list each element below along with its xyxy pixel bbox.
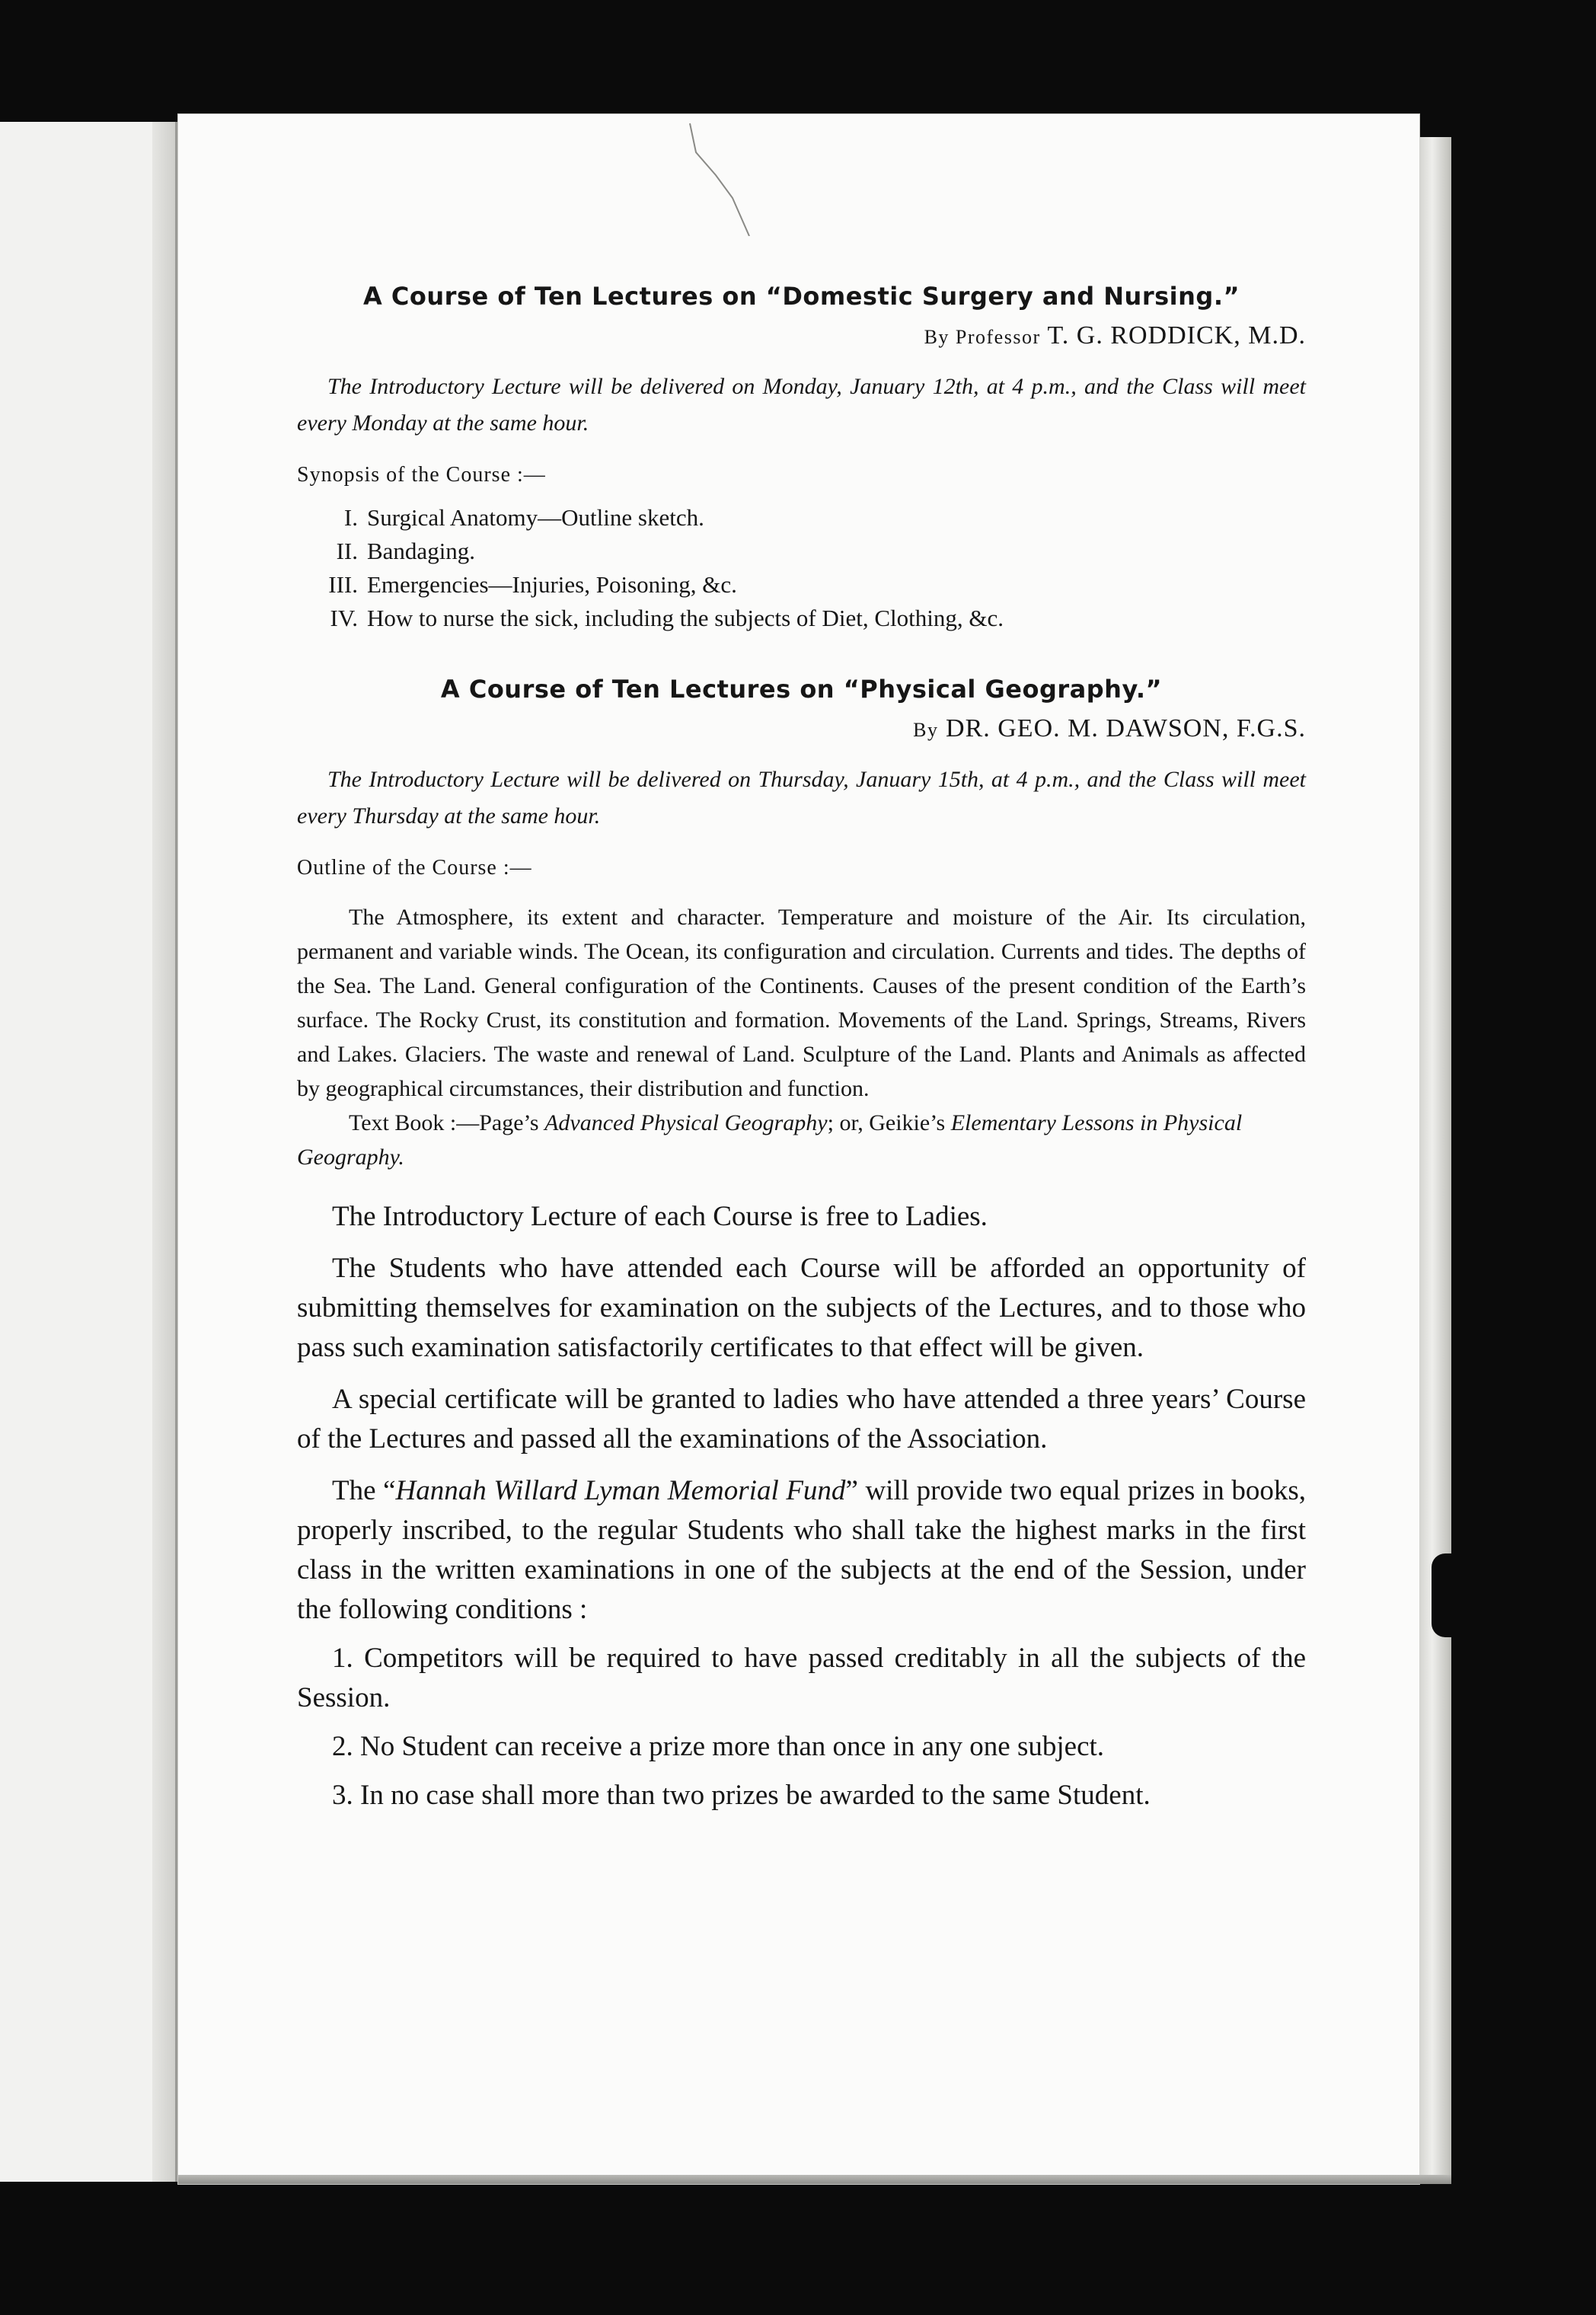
page-content: [297, 282, 1306, 1815]
course1-by-label: By Professor: [924, 326, 1041, 348]
item-number: IV.: [330, 605, 358, 631]
item-text: How to nurse the sick, including the subjects of Diet, Clothing, &c.: [367, 605, 1004, 631]
item-text: Surgical Anatomy—Outline sketch.: [367, 504, 704, 531]
course1-lecturer: T. G. RODDICK, M.D.: [1047, 321, 1306, 350]
textbook-title-1: Advanced Physical Geography: [544, 1110, 828, 1135]
list-item: [297, 602, 1306, 635]
course2-by-label: By: [913, 719, 939, 741]
list-item: [297, 535, 1306, 568]
item-number: II.: [336, 538, 358, 564]
course1-synopsis-label: Synopsis of the Course :—: [297, 463, 546, 487]
facing-page-edge: [152, 122, 175, 2182]
item-text: Bandaging.: [367, 538, 476, 564]
page-stack-edge: [1419, 137, 1451, 2178]
item-number: I.: [343, 504, 358, 531]
condition-3: 3. In no case shall more than two prizes be awarded to the same Student.: [332, 1780, 1151, 1811]
page-notch: [1432, 1553, 1454, 1637]
textbook-prefix: Text Book :—Page’s: [349, 1110, 545, 1135]
facing-page: [0, 122, 177, 2182]
list-item: [297, 501, 1306, 535]
course2-outline: The Atmosphere, its extent and character. Temperature and moisture of the Air. Its circulation, permanent and variable winds. The Ocean, its configuration and circulation. Currents and tides. The depths of the Sea. The Land. General configuration of the Continents. Causes of the present condition of the Earth’s surface. The Rocky Crust, its constitution and formation. Movements of the Land. Springs, Streams, Rivers and Lakes. Glaciers. The waste and renewal of Land. Sculpture of the Land. Plants and Animals as affected by geographical circumstances, their distribution and function.: [297, 905, 1306, 1101]
textbook-mid: ; or, Geikie’s: [827, 1110, 951, 1135]
course1-heading: A Course of Ten Lectures on “Domestic Surgery and Nursing.”: [363, 282, 1240, 311]
fund-prefix: The “: [332, 1475, 396, 1506]
paper-tear-mark: [685, 122, 777, 236]
course2-intro: The Introductory Lecture will be delivered on Thursday, January 15th, at 4 p.m., and the Class will meet every Thursday at the same hour.: [297, 767, 1306, 829]
paragraph-special-certificate: A special certificate will be granted to ladies who have attended a three years’ Course of the Lectures and passed all the examinations of the Association.: [297, 1384, 1306, 1454]
paragraph-free-intro: The Introductory Lecture of each Course is free to Ladies.: [332, 1201, 988, 1232]
condition-2: 2. No Student can receive a prize more than once in any one subject.: [332, 1731, 1105, 1762]
paragraph-examination: The Students who have attended each Course will be afforded an opportunity of submitting themselves for examination on the subjects of the Lectures, and to those who pass such examination satisfactorily certificates to that effect will be given.: [297, 1253, 1306, 1363]
paragraph-memorial-fund: [297, 1471, 1306, 1630]
condition-1: 1. Competitors will be required to have passed creditably in all the subjects of the Session.: [297, 1643, 1306, 1713]
course2-heading: A Course of Ten Lectures on “Physical Geography.”: [440, 675, 1163, 704]
list-item: [297, 568, 1306, 602]
item-text: Emergencies—Injuries, Poisoning, &c.: [367, 571, 737, 598]
course2-textbook: [297, 1106, 1306, 1174]
course1-synopsis-list: [297, 501, 1306, 635]
course2-lecturer: DR. GEO. M. DAWSON, F.G.S.: [946, 714, 1306, 742]
course2-byline: [297, 714, 1306, 743]
fund-name: Hannah Willard Lyman Memorial Fund: [395, 1475, 846, 1506]
page-bottom-edge: [178, 2175, 1451, 2184]
course2-outline-label: Outline of the Course :—: [297, 856, 532, 880]
fund-rest: ” will provide two equal prizes in books, properly inscribed, to the regular Students who shall take the highest marks in the first class in the written examinations in one of the subjects at the end of the Session, under the following conditions :: [297, 1475, 1306, 1625]
textbook-title-2: Elementary Lessons in Physical Geography.: [297, 1110, 1243, 1170]
course1-intro: The Introductory Lecture will be delivered on Monday, January 12th, at 4 p.m., and the Class will meet every Monday at the same hour.: [297, 374, 1306, 436]
item-number: III.: [328, 571, 358, 598]
course1-byline: [297, 321, 1306, 350]
